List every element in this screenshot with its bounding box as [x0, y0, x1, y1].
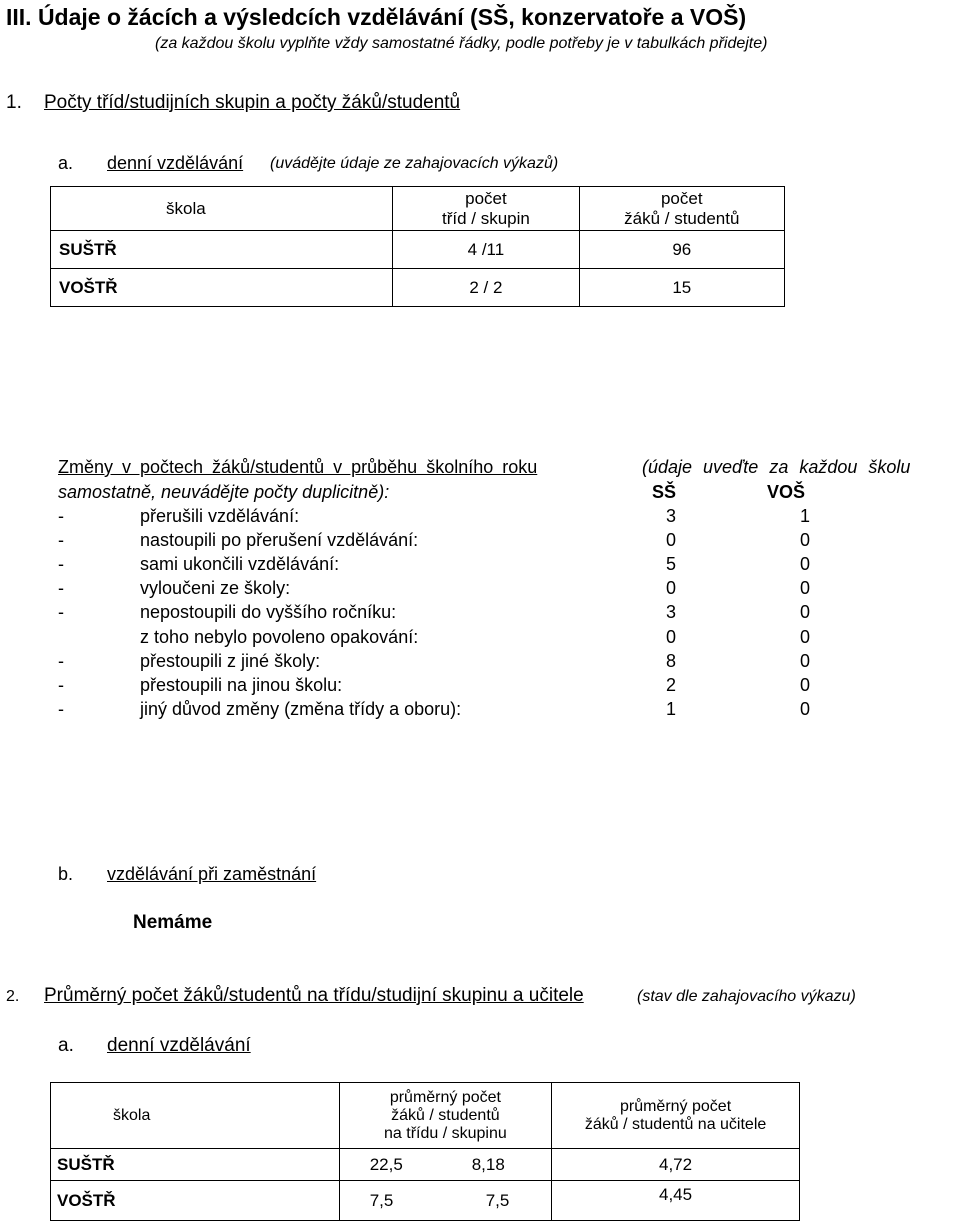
header-per-class: průměrný počet žáků / studentů na třídu / skupinu [339, 1083, 551, 1149]
section-2a-letter: a. [58, 1035, 74, 1056]
section-1a-title: denní vzdělávání [107, 153, 244, 173]
section-2-note: (stav dle zahajovacího výkazu) [637, 988, 856, 1005]
section-1a-note: (uvádějte údaje ze zahajovacích výkazů) [270, 155, 559, 172]
school-name: VOŠTŘ [51, 269, 393, 307]
table-header-row [51, 1083, 800, 1149]
column-vos: VOŠ [767, 482, 806, 502]
page-title: III. Údaje o žácích a výsledcích vzdělávání (SŠ, konzervatoře a VOŠ) [6, 4, 747, 30]
section-1b-letter: b. [58, 864, 74, 884]
per-class-cell: 22,5 8,18 [339, 1149, 551, 1181]
table-header-row [51, 187, 785, 231]
school-name: SUŠTŘ [51, 231, 393, 269]
class-count-cell: 4 /11 [393, 231, 579, 269]
section-1-title: Počty tříd/studijních skupin a počty žáků/studentů [44, 92, 461, 113]
section-2a-title: denní vzdělávání [107, 1035, 251, 1056]
changes-note-line2: samostatně, neuvádějte počty duplicitně): [58, 482, 390, 502]
school-name: SUŠTŘ [51, 1149, 340, 1181]
list-item: - přestoupili z jiné školy: 8 0 [58, 651, 811, 671]
class-count-cell: 2 / 2 [393, 269, 579, 307]
section-2-title: Průměrný počet žáků/studentů na třídu/studijní skupinu a učitele [44, 985, 584, 1006]
table-row [51, 269, 785, 307]
school-name: VOŠTŘ [51, 1181, 340, 1221]
changes-note-line1: (údaje uveďte za každou školu [642, 457, 911, 477]
header-student-count: počet žáků / studentů [579, 187, 784, 231]
list-item: - přerušili vzdělávání: 3 1 [58, 506, 811, 526]
averages-table [50, 1082, 800, 1221]
header-class-count: počet tříd / skupin [393, 187, 579, 231]
table-row [51, 1181, 800, 1221]
student-count-cell: 96 [579, 231, 784, 269]
header-school: škola [51, 187, 393, 231]
list-item: z toho nebylo povoleno opakování: 0 0 [140, 627, 811, 647]
table-row [51, 1149, 800, 1181]
per-teacher-cell: 4,45 [552, 1181, 800, 1221]
section-1a-letter: a. [58, 153, 74, 173]
list-item: - sami ukončili vzdělávání: 5 0 [58, 554, 811, 574]
header-school: škola [51, 1083, 340, 1149]
column-ss: SŠ [652, 482, 677, 502]
table-row [51, 231, 785, 269]
student-count-cell: 15 [579, 269, 784, 307]
class-counts-table [50, 186, 785, 307]
header-per-teacher: průměrný počet žáků / studentů na učitele [552, 1083, 800, 1149]
list-item: - nepostoupili do vyššího ročníku: 3 0 [58, 602, 811, 622]
section-1-number: 1. [6, 92, 22, 113]
section-1b-value: Nemáme [133, 912, 213, 933]
changes-intro: Změny v počtech žáků/studentů v průběhu školního roku [58, 457, 538, 477]
page-subtitle: (za každou školu vyplňte vždy samostatné řádky, podle potřeby je v tabulkách přidejte) [155, 35, 768, 52]
list-item: - vyloučeni ze školy: 0 0 [58, 578, 811, 598]
list-item: - jiný důvod změny (změna třídy a oboru): 1 0 [58, 699, 811, 719]
per-class-cell: 7,5 7,5 [339, 1181, 551, 1221]
list-item: - přestoupili na jinou školu: 2 0 [58, 675, 811, 695]
per-teacher-cell: 4,72 [552, 1149, 800, 1181]
section-2-number: 2. [6, 988, 20, 1005]
section-1b-title: vzdělávání při zaměstnání [107, 864, 317, 884]
list-item: - nastoupili po přerušení vzdělávání: 0 0 [58, 530, 811, 550]
